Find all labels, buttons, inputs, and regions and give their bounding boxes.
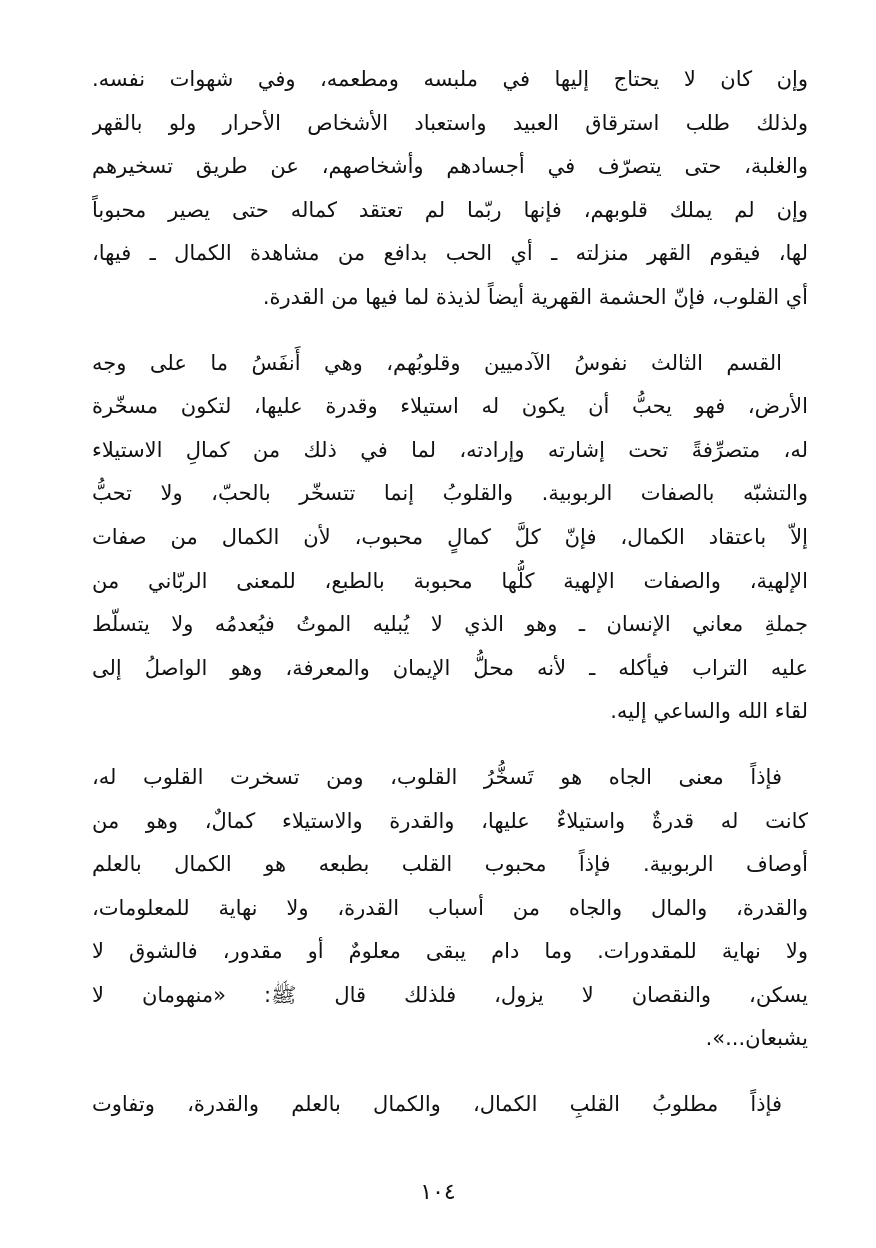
paragraph-4	[92, 1083, 808, 1127]
text-line: والغلبة، حتى يتصرّف في أجسادهم وأشخاصهم، عن طريق تسخيرهم	[92, 154, 808, 179]
text-line: يسكن، والنقصان لا يزول، فلذلك قال ﷺ: «منهومان لا	[92, 982, 808, 1007]
text-line: له، متصرِّفةً تحت إشارته وإرادته، لما في ذلك من كمالِ الاستيلاء	[92, 437, 808, 462]
text-line: القسم الثالث نفوسُ الآدميين وقلوبُهم، وهي أَنفَسُ ما على وجه	[92, 350, 782, 375]
text-line: والتشبّه بالصفات الربوبية. والقلوبُ إنما تتسخّر بالحبّ، ولا تحبُّ	[92, 481, 808, 506]
text-line: إلاّ باعتقاد الكمال، فإنّ كلَّ كمالٍ محبوب، لأن الكمال من صفات	[92, 524, 808, 549]
text-line: فإذاً مطلوبُ القلبِ الكمال، والكمال بالعلم والقدرة، وتفاوت	[92, 1092, 782, 1117]
text-line: لها، فيقوم القهر منزلته ـ أي الحب بدافع من مشاهدة الكمال ـ فيها،	[92, 241, 808, 266]
text-line: وإن كان لا يحتاج إليها في ملبسه ومطعمه، وفي شهوات نفسه.	[92, 67, 808, 91]
text-line: أوصاف الربوبية. فإذاً محبوب القلب بطبعه هو الكمال بالعلم	[92, 852, 808, 877]
text-line: وإن لم يملك قلوبهم، فإنها ربّما لم تعتقد كماله حتى يصير محبوباً	[92, 197, 808, 222]
text-line: جملةِ معاني الإنسان ـ وهو الذي لا يُبليه الموتُ فيُعدمُه ولا يتسلّط	[92, 612, 808, 637]
paragraph-1	[92, 58, 808, 320]
paragraph-3	[92, 756, 808, 1061]
text-line: كانت له قدرةٌ واستيلاءٌ عليها، والقدرة والاستيلاء كمالٌ، وهو من	[92, 808, 808, 833]
text-line: ولذلك طلب استرقاق العبيد واستعباد الأشخاص الأحرار ولو بالقهر	[92, 110, 808, 135]
text-line: يشبعان...».	[705, 1026, 808, 1051]
text-line: الأرض، فهو يحبُّ أن يكون له استيلاء وقدرة عليها، لتكون مسخّرة	[92, 394, 808, 419]
page-number: ١٠٤	[420, 1180, 456, 1205]
text-line: عليه التراب فيأكله ـ لأنه محلُّ الإيمان والمعرفة، وهو الواصلُ إلى	[92, 655, 808, 680]
text-line: ولا نهاية للمقدورات. وما دام يبقى معلومٌ أو مقدور، فالشوق لا	[92, 939, 808, 964]
text-line: أي القلوب، فإنّ الحشمة القهرية أيضاً لذيذة لما فيها من القدرة.	[262, 284, 808, 309]
page-body	[92, 58, 808, 1149]
text-line: الإلهية، والصفات الإلهية كلُّها محبوبة بالطبع، للمعنى الربّاني من	[92, 568, 808, 593]
text-line: والقدرة، والمال والجاه من أسباب القدرة، ولا نهاية للمعلومات،	[92, 895, 808, 920]
text-line: لقاء الله والساعي إليه.	[610, 699, 808, 724]
text-line: فإذاً معنى الجاه هو تَسخُّرُ القلوب، ومن تسخرت القلوب له،	[92, 764, 782, 789]
paragraph-2	[92, 342, 808, 734]
